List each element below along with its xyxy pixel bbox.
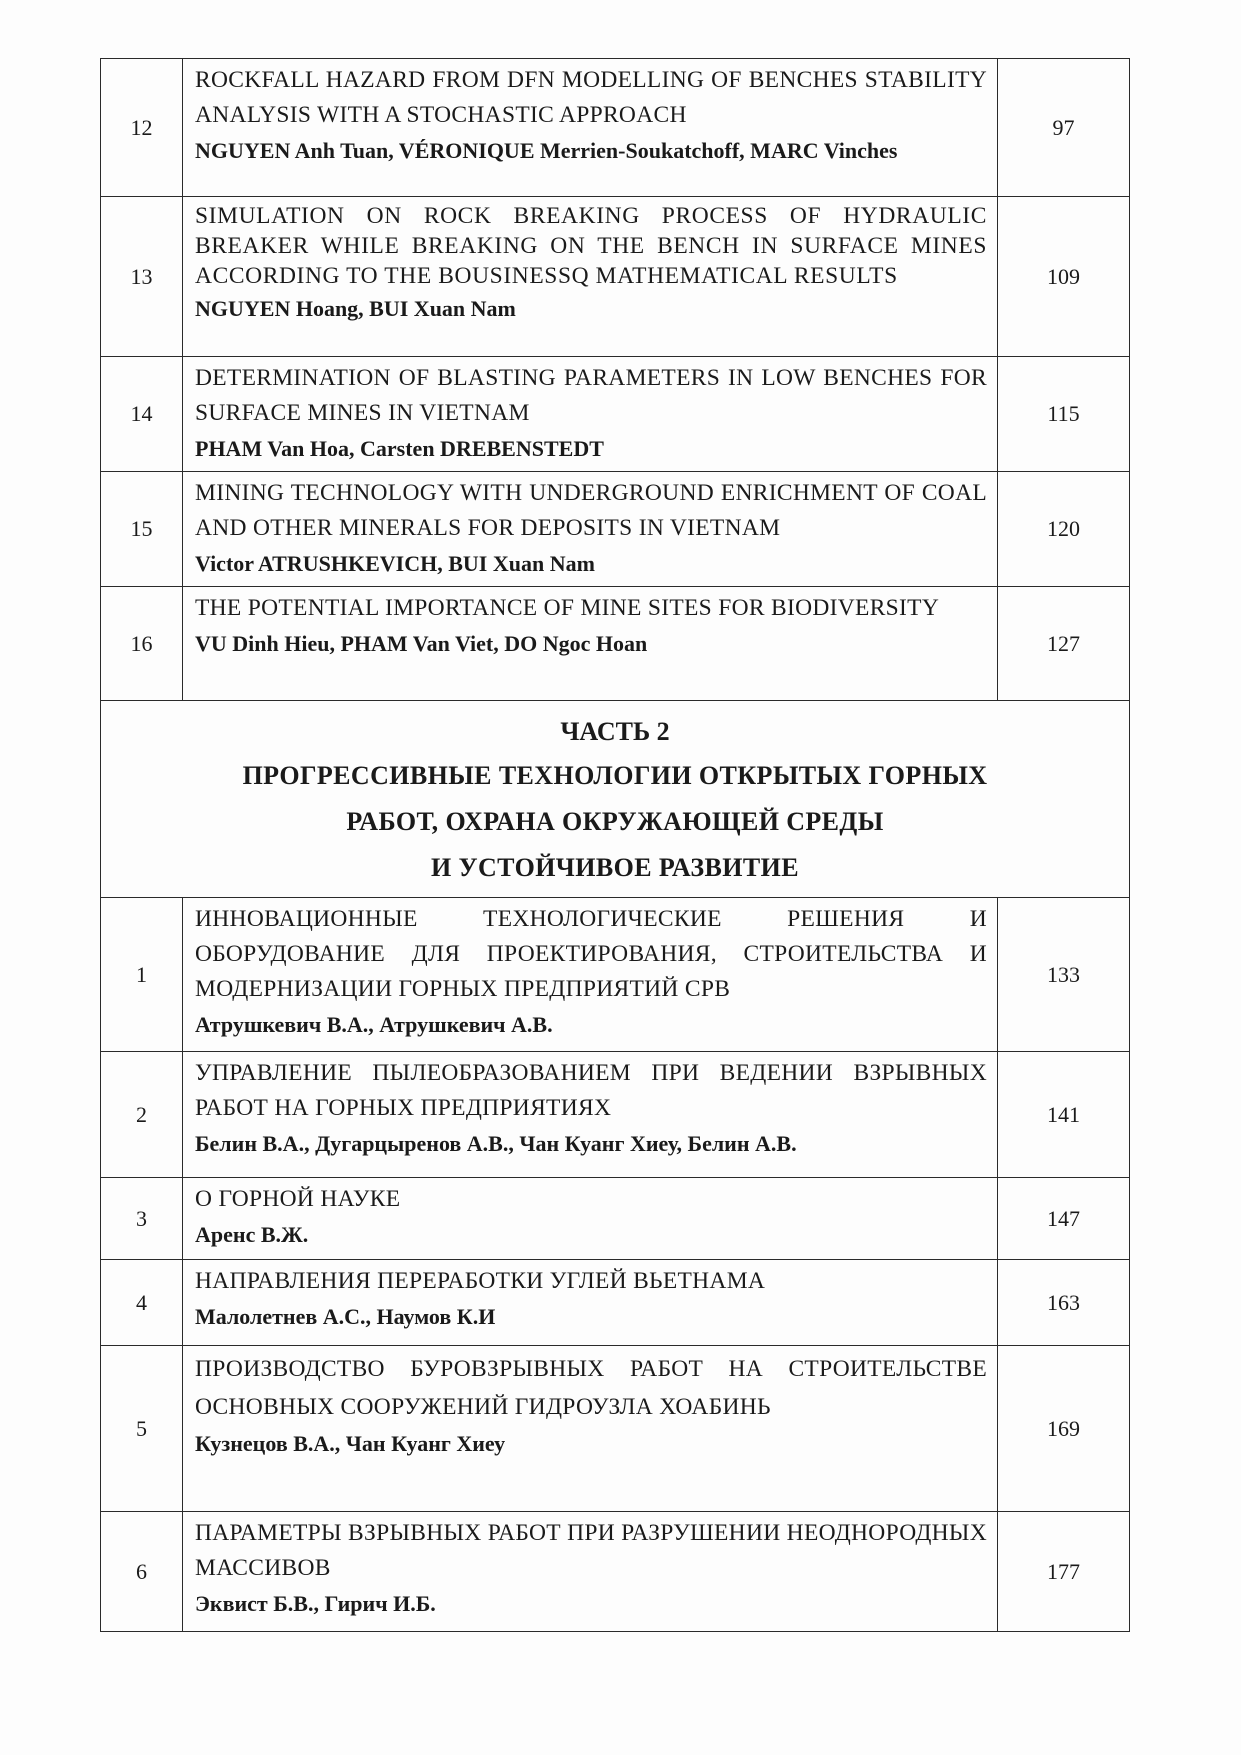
toc-row [101,587,1130,701]
entry-authors: Эквист Б.В., Гирич И.Б. [195,1591,436,1616]
entry-content [183,1052,998,1178]
entry-title: ПРОИЗВОДСТВО БУРОВЗРЫВНЫХ РАБОТ НА СТРОИТЕЛЬСТВЕ ОСНОВНЫХ СООРУЖЕНИЙ ГИДРОУЗЛА ХОАБИНЬ [195,1356,987,1420]
entry-authors: Малолетнев А.С., Наумов К.И [195,1304,496,1329]
entry-content [183,197,998,357]
entry-title: ПАРАМЕТРЫ ВЗРЫВНЫХ РАБОТ ПРИ РАЗРУШЕНИИ НЕОДНОРОДНЫХ МАССИВОВ [195,1520,987,1581]
entry-page-number: 120 [998,472,1130,587]
section-label: ЧАСТЬ 2 [560,717,670,746]
entry-title: SIMULATION ON ROCK BREAKING PROCESS OF HYDRAULIC BREAKER WHILE BREAKING ON THE BENCH IN SURFACE MINES ACCORDING TO THE BOUSINESSQ MATHEMATICAL RESULTS [195,203,987,289]
entry-page-number: 127 [998,587,1130,701]
entry-number: 12 [101,59,183,197]
entry-page-number: 115 [998,357,1130,472]
entry-number: 6 [101,1512,183,1632]
entry-content [183,587,998,701]
toc-row [101,1178,1130,1260]
entry-authors: Аренс В.Ж. [195,1222,309,1247]
entry-title: О ГОРНОЙ НАУКЕ [195,1186,401,1212]
entry-authors: VU Dinh Hieu, PHAM Van Viet, DO Ngoc Hoan [195,631,648,656]
entry-page-number: 177 [998,1512,1130,1632]
entry-authors: Белин В.А., Дугарцыренов А.В., Чан Куанг Хиеу, Белин А.В. [195,1131,797,1156]
toc-row [101,1260,1130,1346]
entry-number: 5 [101,1346,183,1512]
toc-row [101,357,1130,472]
toc-row [101,1346,1130,1512]
entry-number: 15 [101,472,183,587]
entry-number: 2 [101,1052,183,1178]
entry-authors: NGUYEN Anh Tuan, VÉRONIQUE Merrien-Soukatchoff, MARC Vinches [195,138,898,163]
entry-content [183,472,998,587]
section-header-row [101,701,1130,898]
table-of-contents [100,58,1130,1632]
section-heading: ПРОГРЕССИВНЫЕ ТЕХНОЛОГИИ ОТКРЫТЫХ ГОРНЫХ РАБОТ, ОХРАНА ОКРУЖАЮЩЕЙ СРЕДЫ И УСТОЙЧИВОЕ РАЗВИТИЕ [242,761,988,882]
entry-authors: PHAM Van Hoa, Carsten DREBENSTEDT [195,436,604,461]
section-header [101,701,1130,898]
entry-content [183,1178,998,1260]
entry-title: ROCKFALL HAZARD FROM DFN MODELLING OF BENCHES STABILITY ANALYSIS WITH A STOCHASTIC APPROACH [195,67,987,128]
entry-page-number: 109 [998,197,1130,357]
entry-title: MINING TECHNOLOGY WITH UNDERGROUND ENRICHMENT OF COAL AND OTHER MINERALS FOR DEPOSITS IN VIETNAM [195,480,987,541]
entry-number: 13 [101,197,183,357]
entry-number: 4 [101,1260,183,1346]
entry-content [183,59,998,197]
entry-title: НАПРАВЛЕНИЯ ПЕРЕРАБОТКИ УГЛЕЙ ВЬЕТНАМА [195,1268,766,1294]
entry-page-number: 97 [998,59,1130,197]
toc-row [101,59,1130,197]
toc-row [101,898,1130,1052]
entry-page-number: 133 [998,898,1130,1052]
entry-authors: Victor ATRUSHKEVICH, BUI Xuan Nam [195,551,595,576]
entry-content [183,1512,998,1632]
entry-page-number: 163 [998,1260,1130,1346]
entry-page-number: 141 [998,1052,1130,1178]
toc-row [101,472,1130,587]
entry-number: 3 [101,1178,183,1260]
toc-row [101,1512,1130,1632]
entry-number: 16 [101,587,183,701]
entry-authors: Атрушкевич В.А., Атрушкевич А.В. [195,1012,553,1037]
entry-content [183,357,998,472]
entry-title: DETERMINATION OF BLASTING PARAMETERS IN LOW BENCHES FOR SURFACE MINES IN VIETNAM [195,365,987,426]
entry-authors: Кузнецов В.А., Чан Куанг Хиеу [195,1431,506,1456]
entry-title: ИННОВАЦИОННЫЕ ТЕХНОЛОГИЧЕСКИЕ РЕШЕНИЯ И ОБОРУДОВАНИЕ ДЛЯ ПРОЕКТИРОВАНИЯ, СТРОИТЕЛЬСТВА И МОДЕРНИЗАЦИИ ГОРНЫХ ПРЕДПРИЯТИЙ СРВ [195,906,987,1002]
entry-content [183,1346,998,1512]
toc-row [101,1052,1130,1178]
entry-authors: NGUYEN Hoang, BUI Xuan Nam [195,296,516,321]
toc-row [101,197,1130,357]
entry-title: УПРАВЛЕНИЕ ПЫЛЕОБРАЗОВАНИЕМ ПРИ ВЕДЕНИИ ВЗРЫВНЫХ РАБОТ НА ГОРНЫХ ПРЕДПРИЯТИЯХ [195,1060,987,1121]
entry-page-number: 147 [998,1178,1130,1260]
entry-number: 14 [101,357,183,472]
entry-title: THE POTENTIAL IMPORTANCE OF MINE SITES FOR BIODIVERSITY [195,595,940,621]
entry-content [183,1260,998,1346]
entry-page-number: 169 [998,1346,1130,1512]
entry-number: 1 [101,898,183,1052]
entry-content [183,898,998,1052]
